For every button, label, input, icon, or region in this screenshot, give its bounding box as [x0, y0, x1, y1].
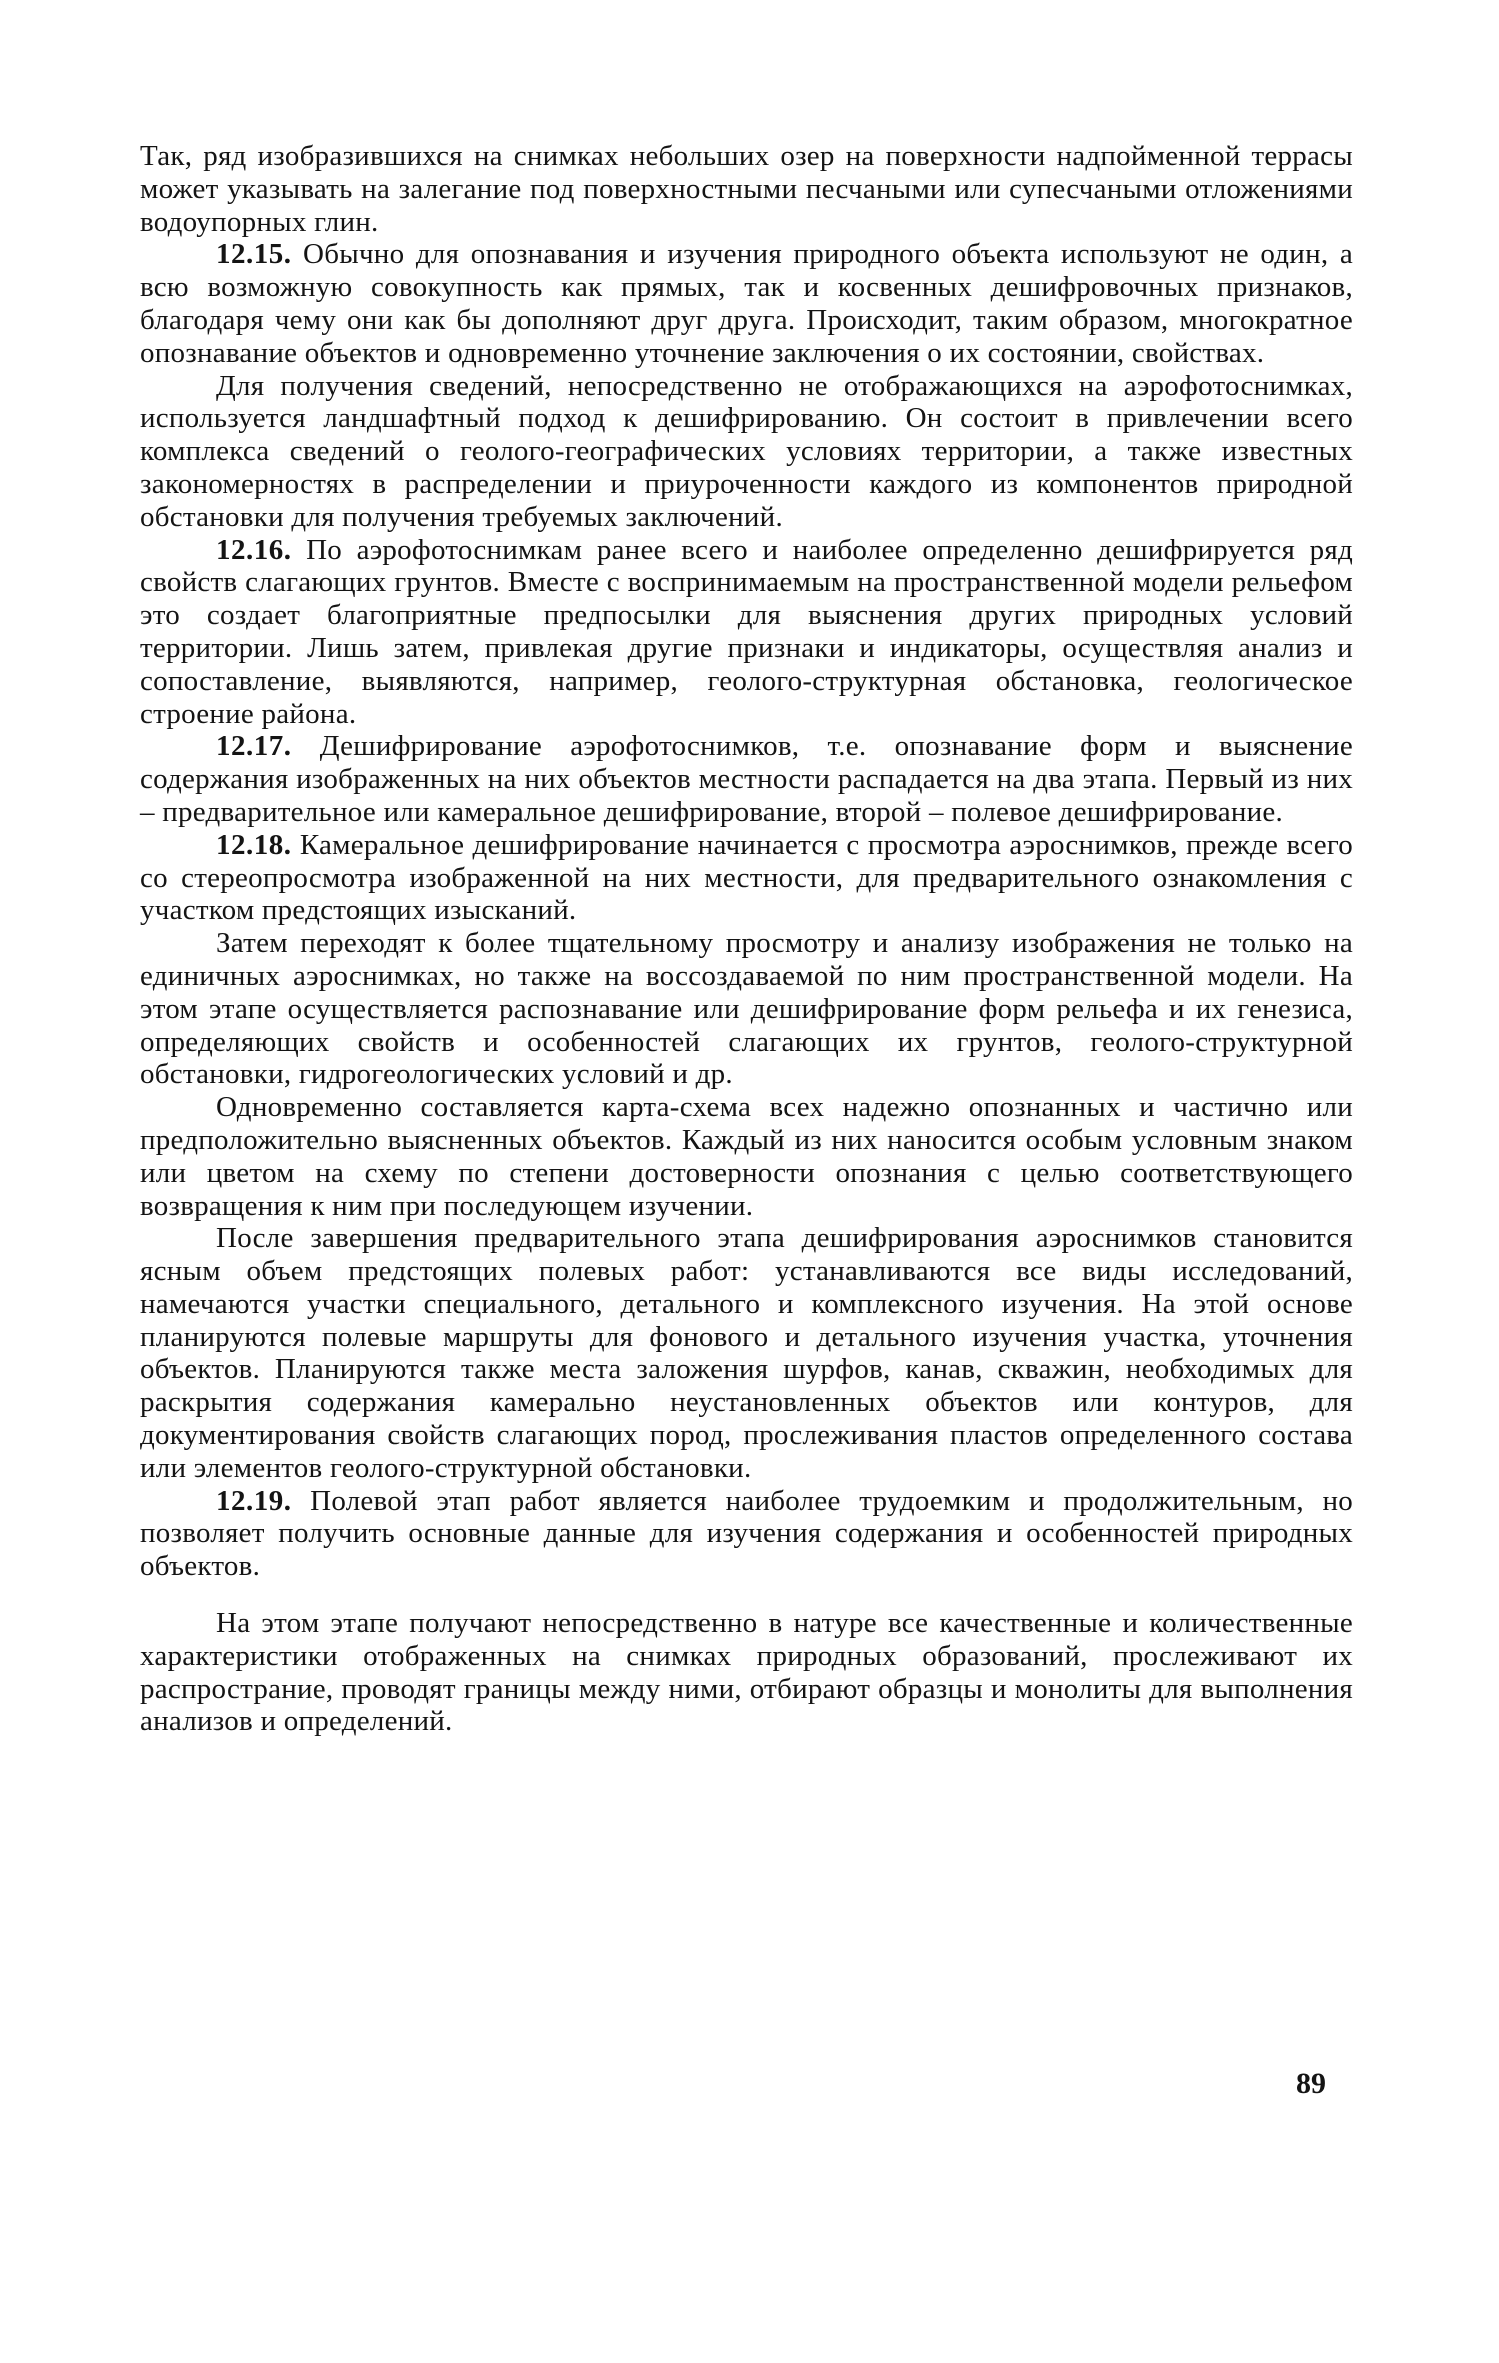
paragraph-text: На этом этапе получают непосредственно в натуре все качественные и количественные характеристики отображенных на снимках природных образований, прослеживают их распространие, проводят границы между ними, отбирают образцы и монолиты для выполнения анализов и определений. — [140, 1607, 1353, 1738]
paragraph-text: Одновременно составляется карта-схема всех надежно опознанных и частично или предположительно выясненных объектов. Каждый из них наносится особым условным знаком или цветом на схему по степени достоверности опознания с целью соответствующего возвращения к ним при последующем изучении. — [140, 1091, 1353, 1222]
paragraph-text: По аэрофотоснимкам ранее всего и наиболее определенно дешифрируется ряд свойств слагающих грунтов. Вместе с воспринимаемым на пространственной модели рельефом это создает благоприятные предпосылки для выяснения других природных условий территории. Лишь затем, привлекая другие признаки и индикаторы, осуществляя анализ и сопоставление, выявляются, например, геолого-структурная обстановка, геологическое строение района. — [140, 533, 1353, 730]
paragraph-text: Камеральное дешифрирование начинается с просмотра аэроснимков, прежде всего со стереопросмотра изображенной на них местности, для предварительного ознакомления с участком предстоящих изысканий. — [140, 828, 1353, 927]
paragraph-12-16 — [140, 534, 1353, 731]
paragraph-detailed-view — [140, 927, 1353, 1091]
paragraph-12-15 — [140, 238, 1353, 369]
paragraph-text: Дешифрирование аэрофотоснимков, т.е. опознавание форм и выяснение содержания изображенных на них объектов местности распадается на два этапа. Первый из них – предварительное или камеральное дешифрирование, второй – полевое дешифрирование. — [140, 730, 1353, 828]
section-number: 12.16. — [216, 533, 292, 566]
paragraph-text: Обычно для опознавания и изучения природного объекта используют не один, а всю возможную совокупность как прямых, так и косвенных дешифровочных признаков, благодаря чему они как бы дополняют друг друга. Происходит, таким образом, многократное опознавание объектов и одновременно уточнение заключения о их состоянии, свойствах. — [140, 238, 1353, 369]
paragraph-intro — [140, 140, 1353, 238]
paragraph-text: Полевой этап работ является наиболее трудоемким и продолжительным, но позволяет получить основные данные для изучения содержания и особенностей природных объектов. — [140, 1484, 1353, 1583]
paragraph-12-19 — [140, 1485, 1353, 1583]
paragraph-12-18 — [140, 829, 1353, 927]
section-number: 12.18. — [216, 828, 292, 861]
paragraph-text: Так, ряд изобразившихся на снимках небольших озер на поверхности надпойменной террасы может указывать на залегание под поверхностными песчаными или супесчаными отложениями водоупорных глин. — [140, 140, 1353, 238]
paragraph-12-17 — [140, 730, 1353, 828]
paragraph-text: После завершения предварительного этапа дешифрирования аэроснимков становится ясным объем предстоящих полевых работ: устанавливаются все виды исследований, намечаются участки специального, детального и комплексного изучения. На этой основе планируются полевые маршруты для фонового и детального изучения участка, уточнения объектов. Планируются также места заложения шурфов, канав, скважин, необходимых для раскрытия содержания камерально неустановленных объектов или контуров, для документирования свойств слагающих пород, прослеживания пластов определенного состава или элементов геолого-структурной обстановки. — [140, 1222, 1353, 1484]
section-number: 12.19. — [216, 1484, 292, 1517]
page-number: 89 — [1296, 2067, 1326, 2100]
section-number: 12.15. — [216, 238, 292, 271]
paragraph-landscape-approach — [140, 370, 1353, 534]
paragraph-text: Затем переходят к более тщательному просмотру и анализу изображения не только на единичных аэроснимках, но также на воссоздаваемой по ним пространственной модели. На этом этапе осуществляется распознавание или дешифрирование форм рельефа и их генезиса, определяющих свойств и особенностей слагающих их грунтов, геолого-структурной обстановки, гидрогеологических условий и др. — [140, 927, 1353, 1091]
paragraph-field-stage — [140, 1607, 1353, 1738]
section-number: 12.17. — [216, 730, 292, 763]
paragraph-field-planning — [140, 1222, 1353, 1484]
paragraph-map-scheme — [140, 1091, 1353, 1222]
page-body — [140, 140, 1353, 1738]
paragraph-text: Для получения сведений, непосредственно не отображающихся на аэрофотоснимках, используется ландшафтный подход к дешифрированию. Он состоит в привлечении всего комплекса сведений о геолого-географических условиях территории, а также известных закономерностях в распределении и приуроченности каждого из компонентов природной обстановки для получения требуемых заключений. — [140, 369, 1353, 533]
